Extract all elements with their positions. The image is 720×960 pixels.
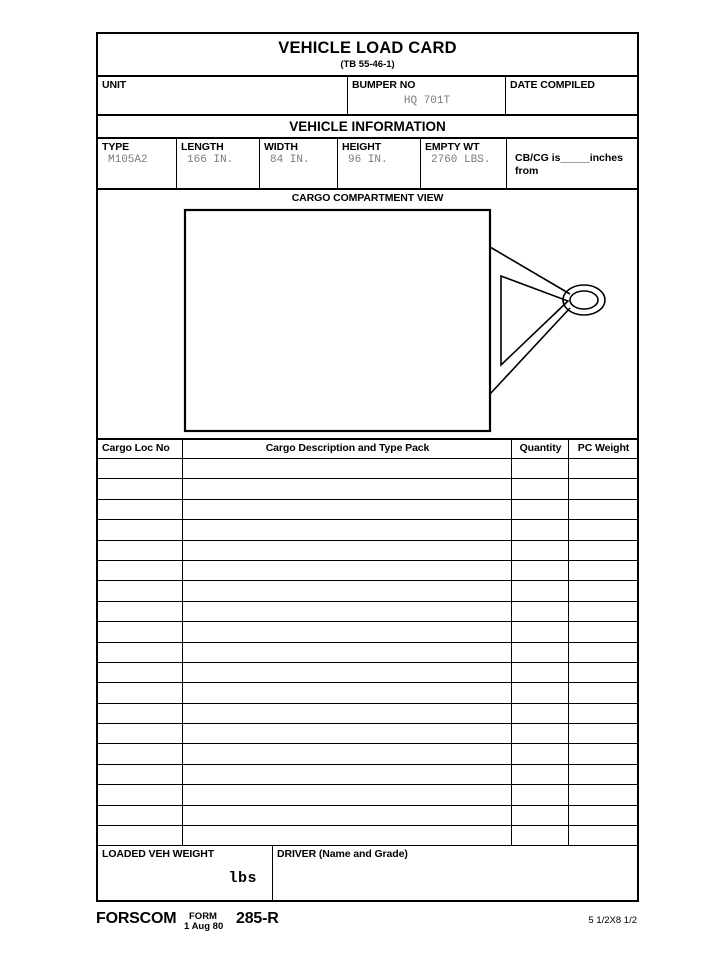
quantity-cell[interactable]: [511, 724, 568, 743]
vehicle-information-banner: VEHICLE INFORMATION: [98, 116, 637, 139]
table-row: [98, 581, 637, 601]
pc-weight-cell[interactable]: [568, 683, 637, 702]
quantity-cell[interactable]: [511, 581, 568, 600]
table-row: [98, 479, 637, 499]
cargo-description-cell[interactable]: [182, 643, 511, 662]
pc-weight-cell[interactable]: [568, 806, 637, 825]
trailer-diagram-icon: [98, 190, 641, 438]
pc-weight-cell[interactable]: [568, 602, 637, 621]
cargo-loc-no-cell[interactable]: [98, 500, 182, 519]
cargo-loc-no-cell[interactable]: [98, 561, 182, 580]
cbcg-line-1: CB/CG is_____inches: [515, 152, 623, 164]
cargo-loc-no-cell[interactable]: [98, 643, 182, 662]
cargo-description-cell[interactable]: [182, 806, 511, 825]
quantity-cell[interactable]: [511, 785, 568, 804]
vehicle-length-value: 166 IN.: [187, 154, 234, 166]
form-body: [96, 32, 639, 902]
form-subtitle: (TB 55-46-1): [340, 59, 395, 70]
cargo-compartment-view-title: CARGO COMPARTMENT VIEW: [291, 192, 444, 204]
table-row: [98, 643, 637, 663]
cargo-description-cell[interactable]: [182, 520, 511, 539]
table-row: [98, 806, 637, 826]
quantity-cell[interactable]: [511, 744, 568, 763]
pc-weight-cell[interactable]: [568, 459, 637, 478]
quantity-cell[interactable]: [511, 459, 568, 478]
paper-size-note: 5 1/2X8 1/2: [588, 915, 637, 927]
table-row: [98, 744, 637, 764]
cargo-description-cell[interactable]: [182, 785, 511, 804]
table-row: [98, 826, 637, 846]
cargo-table-header-row: [98, 440, 637, 459]
quantity-cell[interactable]: [511, 602, 568, 621]
pc-weight-cell[interactable]: [568, 704, 637, 723]
table-row: [98, 704, 637, 724]
cargo-loc-no-cell[interactable]: [98, 479, 182, 498]
cargo-description-cell[interactable]: [182, 765, 511, 784]
form-title: VEHICLE LOAD CARD: [278, 39, 457, 57]
pc-weight-cell[interactable]: [568, 581, 637, 600]
cargo-loc-no-cell[interactable]: [98, 785, 182, 804]
table-row: [98, 683, 637, 703]
cargo-loc-no-cell[interactable]: [98, 663, 182, 682]
cargo-description-cell[interactable]: [182, 622, 511, 641]
cargo-table-body: [98, 459, 637, 846]
table-row: [98, 561, 637, 581]
pc-weight-cell[interactable]: [568, 520, 637, 539]
cargo-loc-no-cell[interactable]: [98, 683, 182, 702]
cargo-loc-no-cell[interactable]: [98, 765, 182, 784]
vehicle-empty-weight-value: 2760 LBS.: [431, 154, 491, 166]
pc-weight-cell[interactable]: [568, 724, 637, 743]
quantity-cell[interactable]: [511, 806, 568, 825]
cargo-loc-no-cell[interactable]: [98, 806, 182, 825]
form-date: 1 Aug 80: [184, 921, 224, 933]
table-row: [98, 622, 637, 642]
pc-weight-cell[interactable]: [568, 643, 637, 662]
form-identification-line: [96, 909, 639, 939]
loaded-veh-weight-value: lbs: [228, 870, 257, 888]
form-word: FORM: [189, 911, 217, 923]
unit-bumper-date-row: [98, 77, 637, 116]
cargo-description-cell[interactable]: [182, 724, 511, 743]
vehicle-type-label: TYPE: [102, 141, 130, 153]
pc-weight-cell[interactable]: [568, 765, 637, 784]
bumper-no-label: BUMPER NO: [352, 79, 416, 91]
cargo-loc-no-header: Cargo Loc No: [102, 442, 170, 454]
driver-field[interactable]: [272, 846, 637, 900]
vehicle-length-field[interactable]: [176, 139, 259, 188]
date-compiled-label: DATE COMPILED: [510, 79, 595, 91]
cargo-loc-no-cell[interactable]: [98, 744, 182, 763]
vehicle-empty-weight-label: EMPTY WT: [425, 141, 480, 153]
quantity-cell[interactable]: [511, 704, 568, 723]
table-row: [98, 724, 637, 744]
table-row: [98, 663, 637, 683]
pc-weight-cell[interactable]: [568, 785, 637, 804]
loaded-veh-weight-field[interactable]: [98, 846, 272, 900]
quantity-cell[interactable]: [511, 541, 568, 560]
form-agency: FORSCOM: [96, 910, 177, 928]
quantity-cell[interactable]: [511, 663, 568, 682]
pc-weight-cell[interactable]: [568, 663, 637, 682]
vehicle-width-field[interactable]: [259, 139, 337, 188]
cbcg-line-2: from: [515, 164, 539, 177]
vehicle-type-value: M105A2: [108, 154, 148, 166]
form-title-block: [98, 34, 637, 77]
quantity-cell[interactable]: [511, 561, 568, 580]
quantity-cell[interactable]: [511, 500, 568, 519]
cargo-description-cell[interactable]: [182, 704, 511, 723]
unit-field[interactable]: [98, 77, 347, 114]
cargo-description-cell[interactable]: [182, 541, 511, 560]
vehicle-load-card-form: [96, 32, 639, 939]
quantity-cell[interactable]: [511, 643, 568, 662]
table-row: [98, 500, 637, 520]
table-row: [98, 520, 637, 540]
cargo-compartment-view-panel: [98, 190, 637, 440]
cargo-loc-no-cell[interactable]: [98, 724, 182, 743]
quantity-cell[interactable]: [511, 520, 568, 539]
cargo-loc-no-cell[interactable]: [98, 826, 182, 845]
table-row: [98, 785, 637, 805]
quantity-header: Quantity: [511, 440, 568, 458]
vehicle-type-field[interactable]: [98, 139, 176, 188]
pc-weight-cell[interactable]: [568, 744, 637, 763]
cargo-description-cell[interactable]: [182, 500, 511, 519]
cargo-description-cell[interactable]: [182, 602, 511, 621]
cargo-loc-no-cell[interactable]: [98, 622, 182, 641]
date-compiled-field[interactable]: [505, 77, 637, 114]
form-number: 285-R: [236, 910, 279, 928]
vehicle-length-label: LENGTH: [181, 141, 224, 153]
quantity-cell[interactable]: [511, 683, 568, 702]
bumper-no-value: HQ 701T: [403, 95, 451, 107]
cargo-description-cell[interactable]: [182, 459, 511, 478]
cargo-description-cell[interactable]: [182, 683, 511, 702]
cbcg-field[interactable]: [506, 139, 637, 188]
table-row: [98, 765, 637, 785]
quantity-cell[interactable]: [511, 479, 568, 498]
quantity-cell[interactable]: [511, 622, 568, 641]
quantity-cell[interactable]: [511, 765, 568, 784]
cargo-loc-no-cell[interactable]: [98, 520, 182, 539]
pc-weight-header: PC Weight: [568, 440, 637, 458]
vehicle-height-label: HEIGHT: [342, 141, 382, 153]
loaded-veh-weight-label: LOADED VEH WEIGHT: [102, 848, 215, 861]
vehicle-empty-weight-field[interactable]: [420, 139, 506, 188]
vehicle-spec-row: [98, 139, 637, 190]
footer-fields-row: [98, 846, 637, 902]
cargo-loc-no-cell[interactable]: [98, 602, 182, 621]
cargo-description-cell[interactable]: [182, 826, 511, 845]
table-row: [98, 602, 637, 622]
unit-label: UNIT: [102, 79, 127, 91]
cargo-loc-no-cell[interactable]: [98, 704, 182, 723]
pc-weight-cell[interactable]: [568, 826, 637, 845]
quantity-cell[interactable]: [511, 826, 568, 845]
cargo-description-cell[interactable]: [182, 479, 511, 498]
table-row: [98, 459, 637, 479]
cargo-description-cell[interactable]: [182, 663, 511, 682]
cargo-description-cell[interactable]: [182, 581, 511, 600]
driver-label: DRIVER (Name and Grade): [277, 848, 408, 861]
cargo-loc-no-cell[interactable]: [98, 459, 182, 478]
cargo-description-header: Cargo Description and Type Pack: [182, 440, 511, 458]
pc-weight-cell[interactable]: [568, 500, 637, 519]
pc-weight-cell[interactable]: [568, 541, 637, 560]
pc-weight-cell[interactable]: [568, 479, 637, 498]
vehicle-width-value: 84 IN.: [270, 154, 310, 166]
cargo-loc-no-cell[interactable]: [98, 541, 182, 560]
vehicle-height-value: 96 IN.: [348, 154, 388, 166]
vehicle-height-field[interactable]: [337, 139, 420, 188]
pc-weight-cell[interactable]: [568, 561, 637, 580]
table-row: [98, 541, 637, 561]
pc-weight-cell[interactable]: [568, 622, 637, 641]
cargo-description-cell[interactable]: [182, 561, 511, 580]
cargo-loc-no-cell[interactable]: [98, 581, 182, 600]
vehicle-width-label: WIDTH: [264, 141, 298, 153]
cargo-description-cell[interactable]: [182, 744, 511, 763]
bumper-no-field[interactable]: [347, 77, 505, 114]
